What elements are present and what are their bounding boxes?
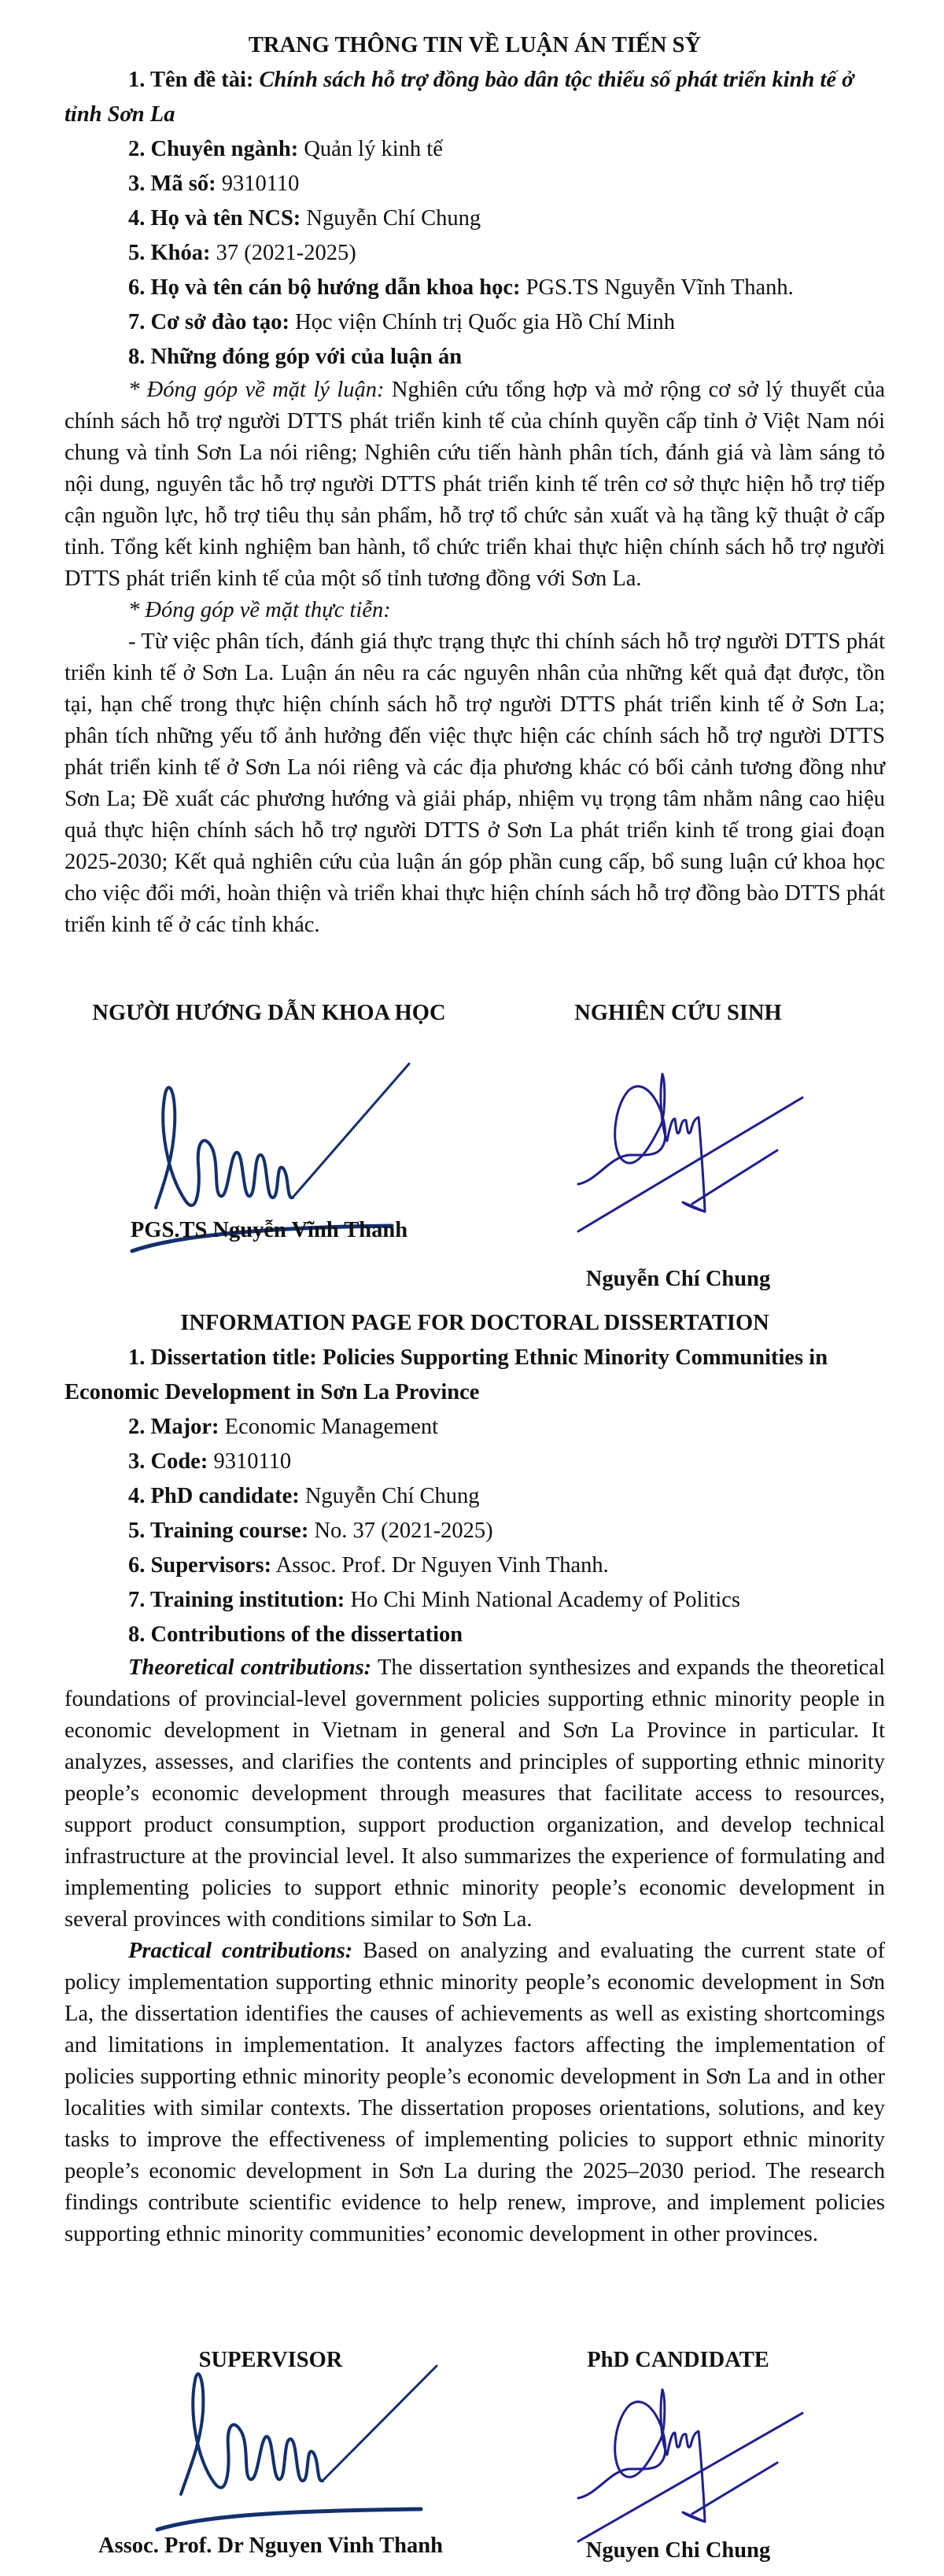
paragraph-label: Theoretical contributions:	[128, 1655, 372, 1680]
en-item-course	[65, 1514, 885, 1548]
item-value: 37 (2021-2025)	[216, 241, 356, 265]
item-label: 5. Training course:	[128, 1519, 309, 1543]
item-value: Nguyễn Chí Chung	[306, 206, 481, 231]
item-value: Assoc. Prof. Dr Nguyen Vinh Thanh.	[275, 1553, 609, 1578]
vi-item-candidate	[65, 201, 885, 236]
vi-item-topic	[65, 63, 885, 132]
item-label: 7. Training institution:	[128, 1588, 345, 1612]
item-label: 2. Chuyên ngành:	[128, 137, 299, 161]
item-label: 2. Major:	[128, 1415, 219, 1439]
paragraph-text: Based on analyzing and evaluating the current state of policy implementation supporting ethnic minority people’s economic development in Sơn La, the dissertation identifies the causes of achievements as well as existing shortcomings and limitations in implementation. It analyzes factors affecting the implementation of policies supporting ethnic minority people’s economic development in Sơn La and in other localities with similar contexts. The dissertation proposes orientations, solutions, and key tasks to improve the effectiveness of implementing policies to support ethnic minority people’s economic development in Sơn La during the 2025–2030 period. The research findings contribute scientific evidence to help renew, improve, and implement policies supporting ethnic minority communities’ economic development in other provinces.	[65, 1939, 885, 2246]
item-value: No. 37 (2021-2025)	[314, 1519, 493, 1543]
supervisor-signature-icon	[157, 2349, 456, 2537]
item-label: 8. Những đóng góp với của luận án	[128, 345, 463, 369]
en-item-major	[65, 1410, 885, 1445]
item-label: 6. Supervisors:	[128, 1553, 272, 1578]
paragraph-label: * Đóng góp về mặt lý luận:	[128, 378, 385, 402]
vi-candidate-name: Nguyễn Chí Chung	[585, 1267, 771, 1291]
item-value: Economic Management	[224, 1415, 439, 1439]
item-label: 7. Cơ sở đào tạo:	[128, 310, 289, 334]
item-label: 5. Khóa:	[128, 241, 211, 265]
vi-section	[65, 28, 885, 941]
en-item-title	[65, 1341, 885, 1410]
item-label: 4. Họ và tên NCS:	[128, 206, 301, 231]
paragraph-text: The dissertation synthesizes and expands the theoretical foundations of provincial-level government policies supporting ethnic minority people in economic development in Vietnam in general and Sơn La Province in particular. It analyzes, assesses, and clarifies the contents and principles of supporting ethnic minority people’s economic development through measures that facilitate access to resources, support product consumption, support production organization, and develop technical infrastructure at the provincial level. It also summarizes the experience of formulating and implementing policies to support ethnic minority people’s economic development in several provinces with conditions similar to Sơn La.	[65, 1655, 885, 1932]
vi-supervisor-label: NGƯỜI HƯỚNG DẪN KHOA HỌC	[92, 1001, 446, 1025]
vi-item-contributions	[65, 340, 885, 375]
item-value: PGS.TS Nguyễn Vĩnh Thanh.	[525, 275, 794, 300]
en-item-contributions	[65, 1618, 885, 1652]
vi-theory-paragraph	[65, 375, 885, 595]
item-label: 1. Dissertation title:	[128, 1345, 317, 1370]
paragraph-label: * Đóng góp về mặt thực tiễn:	[128, 598, 391, 622]
item-label: 4. PhD candidate:	[128, 1484, 300, 1508]
vi-item-supervisor	[65, 271, 885, 305]
vi-page-title: TRANG THÔNG TIN VỀ LUẬN ÁN TIẾN SỸ	[248, 33, 702, 57]
item-label: 8. Contributions of the dissertation	[128, 1622, 463, 1647]
en-theory-paragraph	[65, 1652, 885, 1936]
en-section	[65, 1306, 885, 2250]
vi-practice-paragraph: - Từ việc phân tích, đánh giá thực trạng thực thi chính sách hỗ trợ người DTTS phát triển kinh tế ở Sơn La. Luận án nêu ra các nguyên nhân của những kết quả đạt được, tồn tại, hạn chế trong thực hiện chính sách hỗ trợ người DTTS phát triển kinh tế ở Sơn La; phân tích những yếu tố ảnh hưởng đến việc thực hiện các chính sách hỗ trợ người DTTS phát triển kinh tế ở Sơn La nói riêng và các địa phương khác có bối cảnh tương đồng như Sơn La; Đề xuất các phương hướng và giải pháp, nhiệm vụ trọng tâm nhằm nâng cao hiệu quả thực hiện chính sách hỗ trợ người DTTS ở Sơn La phát triển kinh tế trong giai đoạn 2025-2030; Kết quả nghiên cứu của luận án góp phần cung cấp, bổ sung luận cứ khoa học cho việc đổi mới, hoàn thiện và triển khai thực hiện chính sách hỗ trợ đồng bào DTTS phát triển kinh tế ở các tỉnh khác.	[65, 629, 885, 937]
item-value: Policies Supporting Ethnic Minority Communities in Economic Development in Sơn La Province	[65, 1345, 828, 1404]
item-value: Học viện Chính trị Quốc gia Hồ Chí Minh	[295, 310, 675, 334]
vi-item-major	[65, 132, 885, 167]
en-page-title: INFORMATION PAGE FOR DOCTORAL DISSERTATION	[180, 1311, 769, 1335]
item-value: 9310110	[213, 1449, 292, 1474]
vi-item-code	[65, 167, 885, 201]
item-value: Chính sách hỗ trợ đồng bào dân tộc thiểu số phát triển kinh tế ở tỉnh Sơn La	[65, 68, 854, 127]
vi-supervisor-signature-block	[72, 999, 466, 1028]
candidate-signature-icon	[574, 2380, 826, 2553]
vi-item-institution	[65, 305, 885, 340]
en-supervisor-label: SUPERVISOR	[198, 2348, 343, 2372]
vi-supervisor-name: PGS.TS Nguyễn Vĩnh Thanh	[130, 1218, 408, 1242]
item-label: 1. Tên đề tài:	[128, 68, 254, 92]
en-practice-paragraph	[65, 1936, 885, 2250]
item-label: 3. Code:	[128, 1449, 208, 1474]
item-value: 9310110	[221, 172, 300, 196]
vi-item-course	[65, 236, 885, 271]
en-item-candidate	[65, 1479, 885, 1514]
item-value: Ho Chi Minh National Academy of Politics	[350, 1588, 740, 1612]
en-item-institution	[65, 1583, 885, 1618]
vi-candidate-label: NGHIÊN CỨU SINH	[574, 1001, 782, 1025]
paragraph-text: Nghiên cứu tổng hợp và mở rộng cơ sở lý thuyết của chính sách hỗ trợ người DTTS phát triển kinh tế của chính quyền cấp tỉnh ở Việt Nam nói chung và tỉnh Sơn La nói riêng; Nghiên cứu tiến hành phân tích, đánh giá và làm sáng tỏ nội dung, nguyên tắc hỗ trợ người DTTS phát triển kinh tế trên cơ sở thực hiện hỗ trợ tiếp cận nguồn lực, hỗ trợ tiêu thụ sản phẩm, hỗ trợ tổ chức sản xuất và hạ tầng kỹ thuật ở cấp tỉnh. Tổng kết kinh nghiệm ban hành, tổ chức triển khai thực hiện chính sách hỗ trợ người DTTS phát triển kinh tế của một số tỉnh tương đồng với Sơn La.	[65, 378, 886, 591]
en-candidate-label: PhD CANDIDATE	[587, 2348, 769, 2372]
en-item-code	[65, 1445, 885, 1479]
vi-practice-heading	[65, 595, 885, 626]
en-supervisor-name: Assoc. Prof. Dr Nguyen Vinh Thanh	[98, 2534, 443, 2558]
en-candidate-signature-block	[521, 2346, 835, 2375]
en-candidate-name: Nguyen Chi Chung	[585, 2538, 771, 2563]
paragraph-label: Practical contributions:	[128, 1939, 353, 1963]
en-item-supervisors	[65, 1548, 885, 1583]
item-value: Nguyễn Chí Chung	[304, 1484, 480, 1508]
item-label: 3. Mã số:	[128, 172, 216, 196]
candidate-signature-icon	[574, 1062, 826, 1251]
vi-candidate-signature-block	[521, 999, 835, 1028]
item-value: Quản lý kinh tế	[304, 137, 443, 161]
item-label: 6. Họ và tên cán bộ hướng dẫn khoa học:	[128, 275, 521, 300]
